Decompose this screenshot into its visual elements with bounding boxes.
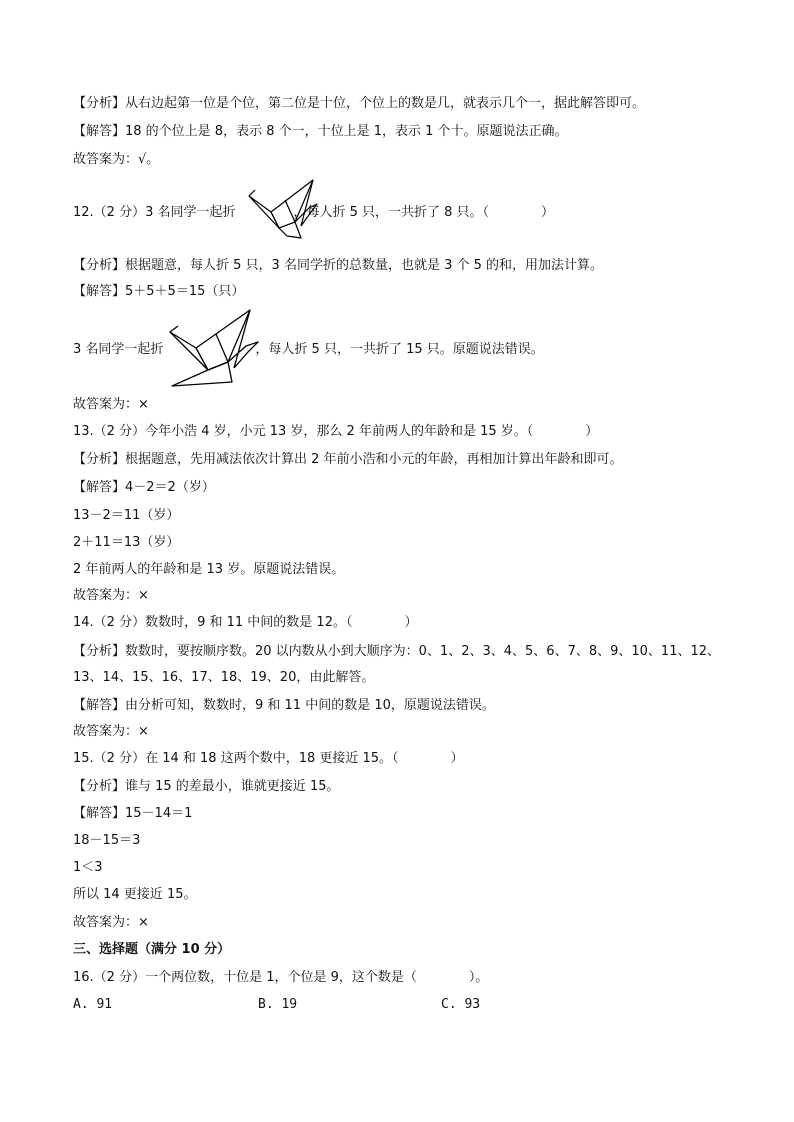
q12-restate [73, 342, 544, 358]
paper-crane-icon [245, 178, 327, 242]
q14-stem: 14.（2 分）数数时，9 和 11 中间的数是 12。（ ） [73, 615, 418, 630]
q15-analysis: 【分析】谁与 15 的差最小，谁就更接近 15。 [73, 779, 340, 794]
paper-crane-icon [166, 308, 266, 388]
q16-option-b[interactable]: B. 19 [258, 997, 298, 1012]
q12-stem-after: ，每人折 5 只，一共折了 8 只。（ ） [293, 205, 555, 220]
q12-restate-before: 3 名同学一起折 [73, 342, 164, 357]
q14-solution: 【解答】由分析可知，数数时，9 和 11 中间的数是 10，原题说法错误。 [73, 698, 495, 713]
q12-analysis: 【分析】根据题意，每人折 5 只，3 名同学折的总数量，也就是 3 个 5 的和，用加法计算。 [73, 258, 604, 273]
q13-analysis: 【分析】根据题意，先用减法依次计算出 2 年前小浩和小元的年龄，再相加计算出年龄和即可。 [73, 452, 623, 467]
q16-option-a[interactable]: A. 91 [73, 997, 113, 1012]
q13-stem: 13.（2 分）今年小浩 4 岁，小元 13 岁，那么 2 年前两人的年龄和是 15 岁。（ ） [73, 424, 599, 439]
q14-answer: 故答案为：× [73, 724, 149, 739]
q12-stem-before: 12.（2 分）3 名同学一起折 [73, 205, 236, 220]
q16-stem: 16.（2 分）一个两位数，十位是 1，个位是 9，这个数是（ ）。 [73, 970, 489, 985]
q12-restate-after: ，每人折 5 只，一共折了 15 只。原题说法错误。 [255, 342, 544, 357]
q14-analysis-cont: 13、14、15、16、17、18、19、20，由此解答。 [73, 670, 375, 685]
q12-solution: 【解答】5＋5＋5＝15（只） [73, 284, 245, 299]
q11-analysis: 【分析】从右边起第一位是个位，第二位是十位，个位上的数是几，就表示几个一，据此解答即可。 [73, 96, 646, 111]
q13-answer: 故答案为：× [73, 588, 149, 603]
q15-conclusion: 所以 14 更接近 15。 [73, 887, 197, 902]
q13-step3: 2＋11＝13（岁） [73, 535, 180, 550]
q13-step2: 13－2＝11（岁） [73, 508, 180, 523]
q12-answer: 故答案为：× [73, 397, 149, 412]
q15-step2: 18－15＝3 [73, 833, 141, 848]
section-title: 三、选择题（满分 10 分） [73, 942, 231, 957]
q15-solution: 【解答】15－14＝1 [73, 806, 193, 821]
q13-conclusion: 2 年前两人的年龄和是 13 岁。原题说法错误。 [73, 562, 345, 577]
q15-step3: 1＜3 [73, 860, 103, 875]
q16-option-c[interactable]: C. 93 [441, 997, 481, 1012]
q14-analysis: 【分析】数数时，要按顺序数。20 以内数从小到大顺序为：0、1、2、3、4、5、6、7、8、9、10、11、12、 [73, 644, 721, 659]
q15-stem: 15.（2 分）在 14 和 18 这两个数中，18 更接近 15。（ ） [73, 751, 464, 766]
q11-solution: 【解答】18 的个位上是 8，表示 8 个一，十位上是 1，表示 1 个十。原题说法正确。 [73, 124, 568, 139]
q15-answer: 故答案为：× [73, 915, 149, 930]
q13-solution: 【解答】4－2＝2（岁） [73, 480, 215, 495]
q11-answer: 故答案为：√。 [73, 152, 160, 167]
